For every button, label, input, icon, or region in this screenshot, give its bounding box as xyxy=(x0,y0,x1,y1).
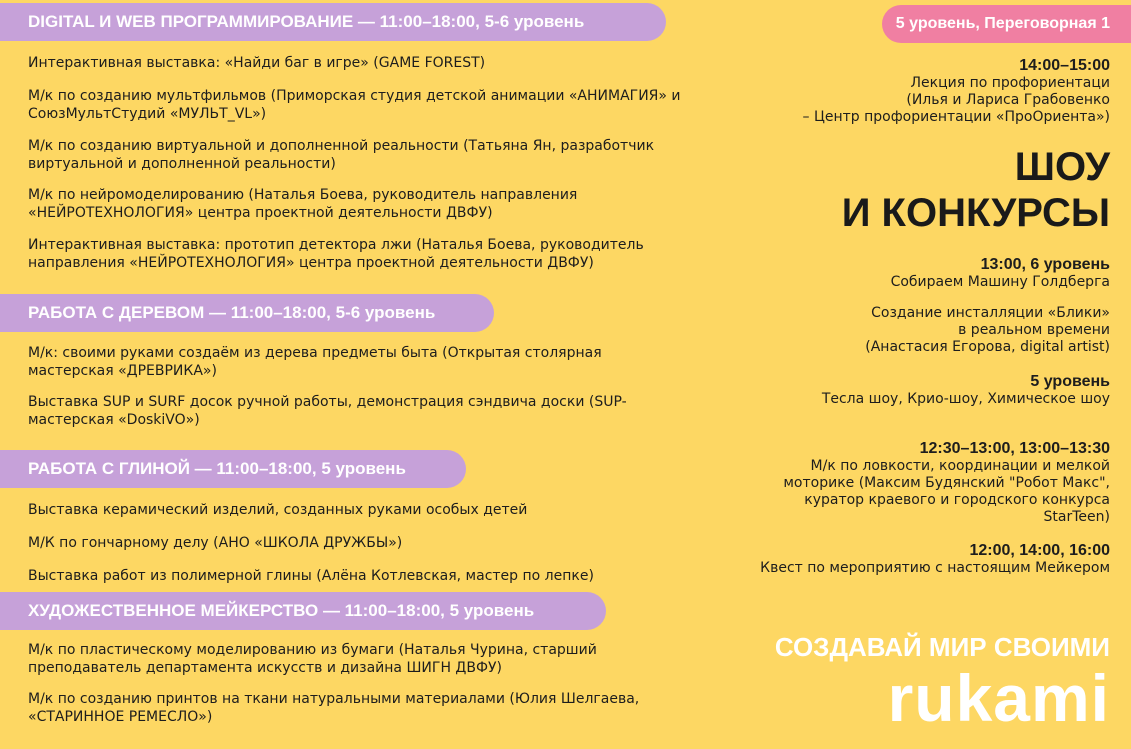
event-time: 12:00, 14:00, 16:00 xyxy=(969,542,1110,559)
list-item: Интерактивная выставка: прототип детектора лжи (Наталья Боева, руководитель направления «НЕЙРОТЕХНОЛОГИЯ» центра проектной деятельности ДВФУ) xyxy=(28,237,644,271)
event-text: Собираем Машину Голдберга xyxy=(890,274,1110,290)
list-item: Интерактивная выставка: «Найди баг в игре» (GAME FOREST) xyxy=(28,55,486,71)
show-title xyxy=(842,144,1110,236)
list-item: М/к по созданию виртуальной и дополненной реальности (Татьяна Ян, разработчик виртуальной и дополненной реальности) xyxy=(28,138,655,172)
show-event xyxy=(690,305,1110,356)
list-item: М/к по созданию принтов на ткани натуральными материалами (Юлия Шелгаева, «СТАРИННОЕ РЕМЕСЛО») xyxy=(28,691,640,725)
list-item: Выставка SUP и SURF досок ручной работы, демонстрация сэндвича доски (SUP-мастерская «DoskiVO») xyxy=(28,394,627,428)
list-item: М/к по пластическому моделированию из бумаги (Наталья Чурина, старший преподаватель департамента искусств и дизайна ШИГН ДВФУ) xyxy=(28,642,597,676)
event-text: Квест по мероприятию с настоящим Мейкером xyxy=(760,560,1110,576)
list-item: Выставка работ из полимерной глины (Алёна Котлевская, мастер по лепке) xyxy=(28,568,594,584)
lecture-time: 14:00–15:00 xyxy=(1019,57,1110,74)
show-event xyxy=(690,255,1110,291)
show-title-line1: ШОУ xyxy=(1014,145,1110,189)
show-event xyxy=(690,541,1110,577)
section-title-digital: DIGITAL И WEB ПРОГРАММИРОВАНИЕ — 11:00–18:00, 5-6 уровень xyxy=(0,3,666,41)
event-time: 13:00, 6 уровень xyxy=(980,256,1110,273)
show-event xyxy=(690,372,1110,408)
event-text: Создание инсталляции «Блики» в реальном времени (Анастасия Егорова, digital artist) xyxy=(865,305,1110,355)
event-text: Тесла шоу, Крио-шоу, Химическое шоу xyxy=(821,391,1110,407)
section-title-clay: РАБОТА С ГЛИНОЙ — 11:00–18:00, 5 уровень xyxy=(0,450,466,488)
section-title-wood: РАБОТА С ДЕРЕВОМ — 11:00–18:00, 5-6 уровень xyxy=(0,294,494,332)
brand-logo: rukami xyxy=(887,661,1110,735)
lecture-text: Лекция по профориентаци (Илья и Лариса Грабовенко – Центр профориентации «ПроОриента») xyxy=(802,75,1110,125)
event-text: М/к по ловкости, координации и мелкой моторике (Максим Будянский "Робот Макс", куратор краевого и городского конкурса StarTeen) xyxy=(783,458,1110,525)
event-time: 5 уровень xyxy=(1030,373,1110,390)
list-item: Выставка керамический изделий, созданных руками особых детей xyxy=(28,502,528,518)
show-title-line2: И КОНКУРСЫ xyxy=(841,191,1110,235)
slogan: СОЗДАВАЙ МИР СВОИМИ xyxy=(774,632,1110,662)
event-time: 12:30–13:00, 13:00–13:30 xyxy=(919,440,1110,457)
list-item: М/к по нейромоделированию (Наталья Боева, руководитель направления «НЕЙРОТЕХНОЛОГИЯ» центра проектной деятельности ДВФУ) xyxy=(28,187,578,221)
section-title-art-making: ХУДОЖЕСТВЕННОЕ МЕЙКЕРСТВО — 11:00–18:00, 5 уровень xyxy=(0,592,606,630)
room-label-pill: 5 уровень, Переговорная 1 xyxy=(882,5,1131,43)
lecture-block xyxy=(690,56,1110,126)
list-item: М/к: своими руками создаём из дерева предметы быта (Открытая столярная мастерская «ДРЕВРИКА») xyxy=(28,345,602,379)
show-event xyxy=(690,439,1110,526)
list-item: М/к по созданию мультфильмов (Приморская студия детской анимации «АНИМАГИЯ» и СоюзМультСтудий «МУЛЬТ_VL») xyxy=(28,88,681,122)
list-item: М/К по гончарному делу (АНО «ШКОЛА ДРУЖБЫ») xyxy=(28,535,403,551)
